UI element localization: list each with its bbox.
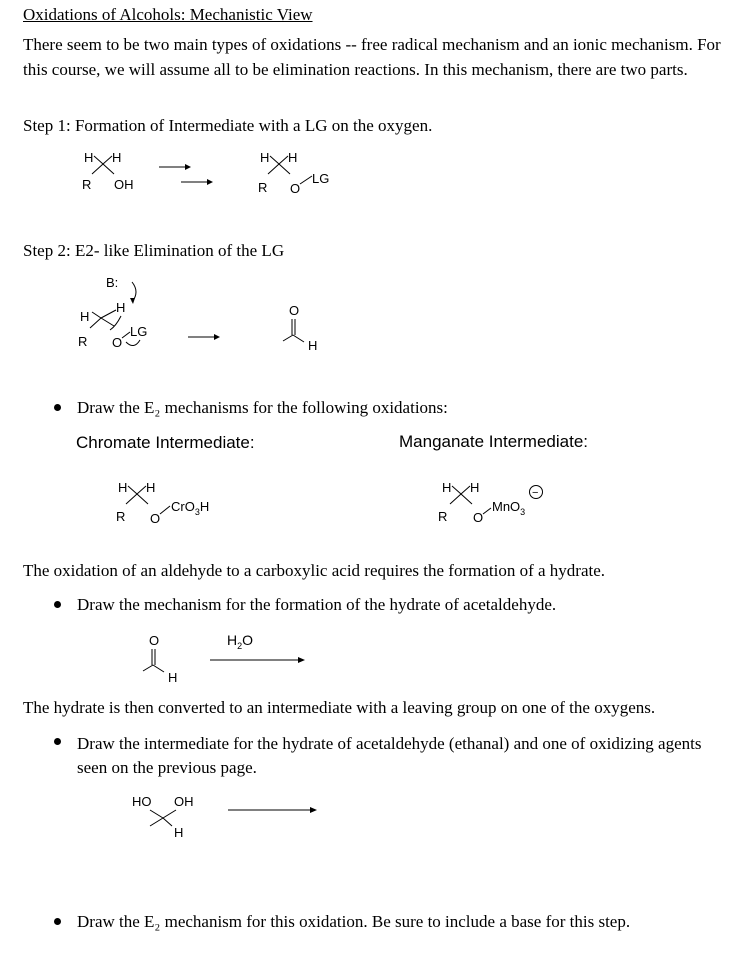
step1-arrows bbox=[155, 160, 220, 190]
aldehyde-paragraph: The oxidation of an aldehyde to a carboxylic acid requires the formation of a hydrate. bbox=[23, 561, 606, 580]
manganese-group: MnO$_3$ bbox=[492, 499, 526, 517]
bullet-marker bbox=[54, 601, 61, 608]
atom-oh: OH bbox=[174, 794, 194, 809]
bullet-marker bbox=[54, 738, 61, 745]
atom-h: H bbox=[84, 150, 94, 165]
charge-sign: − bbox=[532, 487, 539, 499]
step2-reactant-structure bbox=[66, 268, 176, 358]
bullet-marker bbox=[54, 404, 61, 411]
acetaldehyde-hydrate-structure bbox=[128, 790, 218, 846]
atom-o: O bbox=[289, 303, 300, 318]
step2-heading: Step 2: E2- like Elimination of the LG bbox=[23, 241, 285, 260]
atom-o: O bbox=[290, 181, 301, 196]
step1-product-structure bbox=[246, 146, 356, 196]
acetaldehyde-structure bbox=[136, 628, 196, 690]
bullet-marker bbox=[54, 918, 61, 925]
atom-r: R bbox=[258, 180, 268, 195]
atom-h: H bbox=[112, 150, 122, 165]
chromium-group: CrO$_3$H bbox=[171, 499, 210, 517]
atom-r: R bbox=[78, 334, 88, 349]
base-label: B: bbox=[106, 275, 119, 290]
chromate-label: Chromate Intermediate: bbox=[76, 433, 255, 452]
atom-ho: HO bbox=[132, 794, 152, 809]
bullet2-text: Draw the mechanism for the formation of the hydrate of acetaldehyde. bbox=[77, 595, 557, 614]
page-title: Oxidations of Alcohols: Mechanistic View bbox=[23, 5, 313, 24]
manganate-label: Manganate Intermediate: bbox=[399, 432, 589, 451]
hydration-reaction-arrow bbox=[210, 628, 320, 670]
bullet4-text: Draw the E₂ mechanism for this oxidation. Be sure to include a base for this step. bbox=[77, 912, 631, 931]
step1-heading: Step 1: Formation of Intermediate with a LG on the oxygen. bbox=[23, 116, 433, 135]
atom-h: H bbox=[308, 338, 318, 353]
atom-h: H bbox=[470, 480, 480, 495]
atom-oh: OH bbox=[114, 177, 134, 192]
atom-h: H bbox=[116, 300, 126, 315]
reagent-water: $H_2O$ bbox=[227, 632, 254, 651]
atom-h: H bbox=[80, 309, 90, 324]
atom-h: H bbox=[442, 480, 452, 495]
atom-lg: LG bbox=[312, 171, 330, 186]
atom-h: H bbox=[146, 480, 156, 495]
atom-lg: LG bbox=[130, 324, 148, 339]
atom-r: R bbox=[116, 509, 126, 524]
atom-h: H bbox=[118, 480, 128, 495]
manganate-intermediate-structure bbox=[428, 476, 558, 526]
atom-r: R bbox=[438, 509, 448, 524]
atom-h: H bbox=[174, 825, 184, 840]
atom-o: O bbox=[150, 511, 161, 526]
atom-o: O bbox=[149, 633, 160, 648]
chromate-intermediate-structure bbox=[104, 476, 234, 526]
intermediate-reaction-arrow bbox=[226, 803, 326, 817]
intro-paragraph: There seem to be two main types of oxidations -- free radical mechanism and an ionic mechanism. For this course, we will assume all to be elimination reactions. In this mechanism, there are two parts. bbox=[23, 35, 721, 79]
atom-r: R bbox=[82, 177, 92, 192]
bullet3-text: Draw the intermediate for the hydrate of acetaldehyde (ethanal) and one of oxidizing agents seen on the previous page. bbox=[77, 734, 702, 777]
hydrate-paragraph: The hydrate is then converted to an intermediate with a leaving group on one of the oxygens. bbox=[23, 698, 656, 717]
atom-o: O bbox=[473, 510, 484, 525]
step2-arrow bbox=[186, 331, 226, 343]
atom-h: H bbox=[260, 150, 270, 165]
atom-o: O bbox=[112, 335, 123, 350]
atom-h: H bbox=[168, 670, 178, 685]
step2-product-structure bbox=[272, 298, 332, 358]
atom-h: H bbox=[288, 150, 298, 165]
bullet1-text: Draw the E₂ mechanisms for the following oxidations: bbox=[77, 398, 448, 417]
